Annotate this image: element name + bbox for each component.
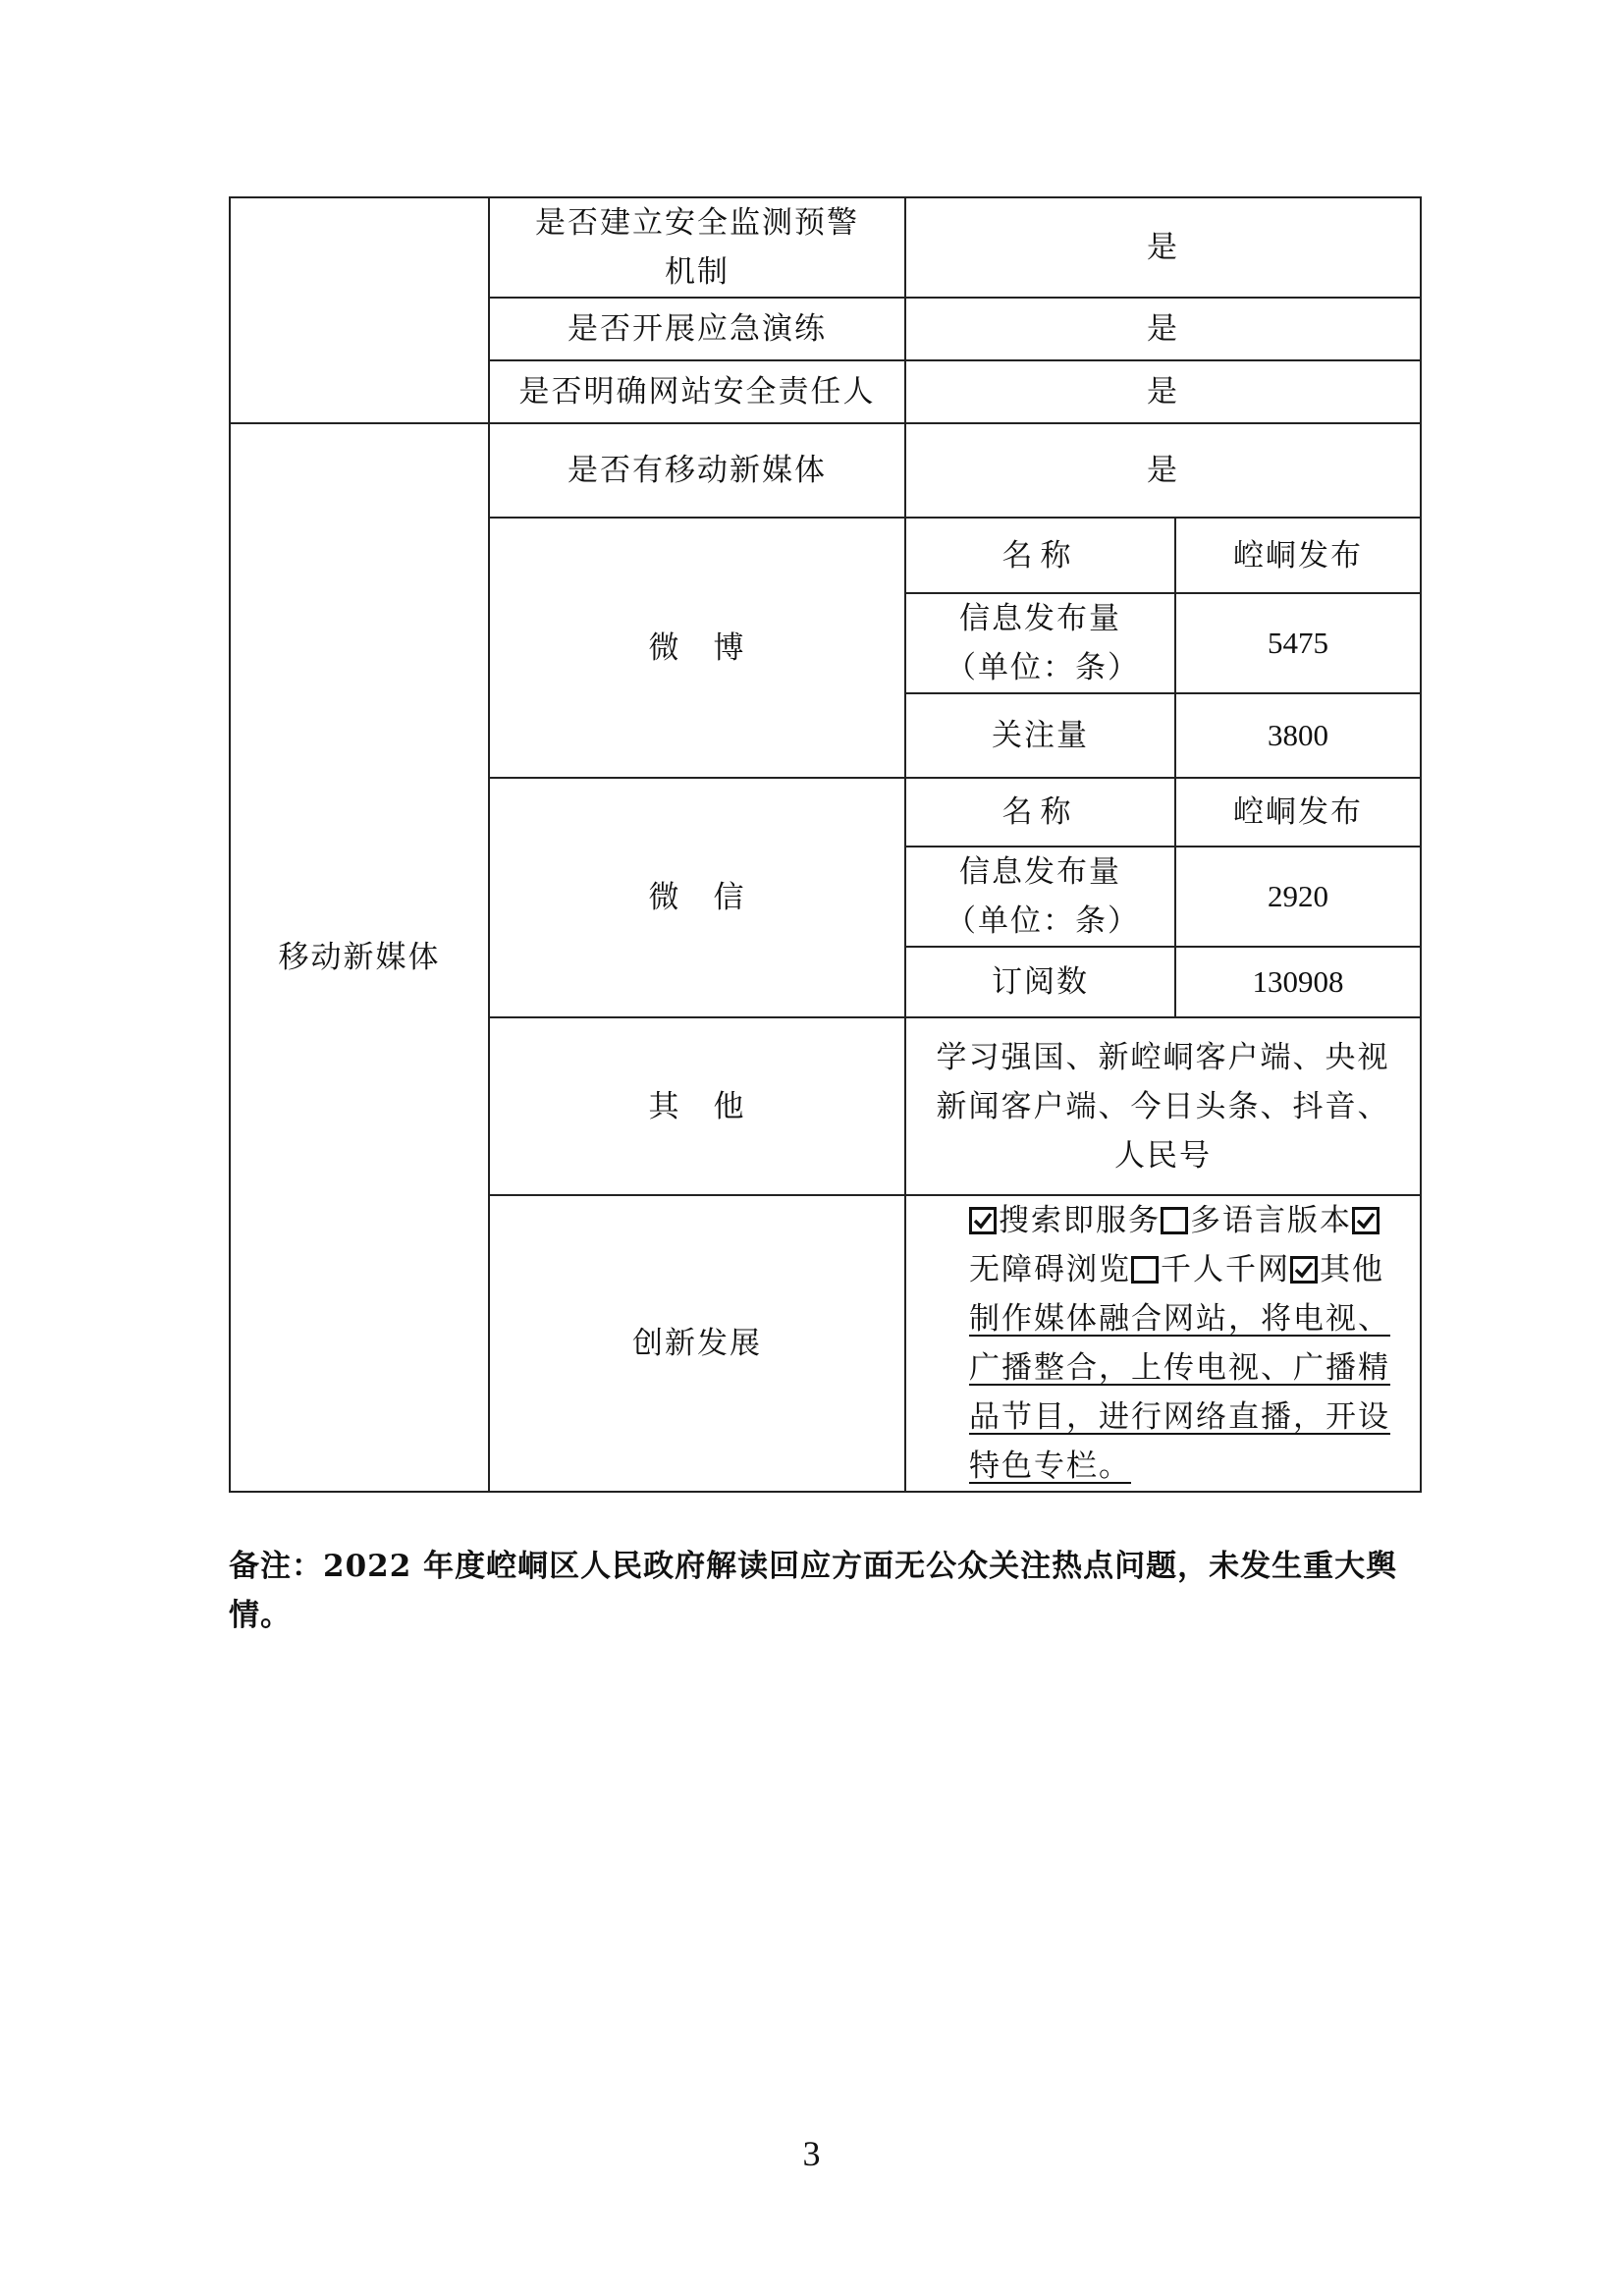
statistics-table [229, 196, 1422, 1493]
remark-note: 备注：2022 年度崆峒区人民政府解读回应方面无公众关注热点问题，未发生重大舆情。 [229, 1549, 1398, 1633]
responsible-value: 是 [905, 360, 1421, 423]
responsible-label: 是否明确网站安全责任人 [489, 360, 905, 423]
innovation-section-label: 创新发展 [489, 1195, 905, 1492]
wechat-volume-label: 信息发布量（单位：条） [905, 847, 1175, 947]
page-number: 3 [802, 2134, 821, 2173]
unchecked-box-icon [1131, 1256, 1159, 1284]
weibo-label: 微 博 [489, 518, 905, 778]
weibo-volume-label: 信息发布量（单位：条） [905, 593, 1175, 693]
weibo-follow-label: 关注量 [905, 693, 1175, 778]
monitoring-label: 是否建立安全监测预警机制 [489, 197, 905, 298]
innovation-options [969, 1203, 1384, 1287]
innovation-option-label: 其他 [1320, 1252, 1384, 1287]
innovation-option-label: 无障碍浏览 [969, 1252, 1131, 1287]
other-label: 其 他 [489, 1017, 905, 1195]
wechat-label: 微 信 [489, 778, 905, 1017]
checked-box-icon [969, 1207, 997, 1234]
has-mobile-value: 是 [905, 423, 1421, 518]
drill-label: 是否开展应急演练 [489, 298, 905, 360]
table-row [230, 197, 1421, 298]
monitoring-value: 是 [905, 197, 1421, 298]
innovation-option-label: 千人千网 [1161, 1252, 1290, 1287]
wechat-name-value: 崆峒发布 [1175, 778, 1421, 847]
checked-box-icon [1352, 1207, 1380, 1234]
mobile-section-label: 移动新媒体 [230, 423, 489, 1492]
wechat-subs-label: 订阅数 [905, 947, 1175, 1017]
wechat-subs-value: 130908 [1175, 947, 1421, 1017]
weibo-name-label: 名称 [905, 518, 1175, 593]
table-row [230, 423, 1421, 518]
wechat-volume-value: 2920 [1175, 847, 1421, 947]
weibo-volume-value: 5475 [1175, 593, 1421, 693]
innovation-option-label: 多语言版本 [1190, 1203, 1352, 1238]
innovation-content [905, 1195, 1421, 1492]
security-section-cell [230, 197, 489, 423]
checked-box-icon [1290, 1256, 1318, 1284]
unchecked-box-icon [1161, 1207, 1188, 1234]
innovation-option-label: 搜索即服务 [999, 1203, 1161, 1238]
innovation-other-text: 制作媒体融合网站，将电视、广播整合，上传电视、广播精品节目，进行网络直播，开设特色专栏。 [969, 1301, 1390, 1484]
drill-value: 是 [905, 298, 1421, 360]
has-mobile-label: 是否有移动新媒体 [489, 423, 905, 518]
wechat-name-label: 名称 [905, 778, 1175, 847]
weibo-name-value: 崆峒发布 [1175, 518, 1421, 593]
weibo-follow-value: 3800 [1175, 693, 1421, 778]
other-value: 学习强国、新崆峒客户端、央视新闻客户端、今日头条、抖音、人民号 [905, 1017, 1421, 1195]
